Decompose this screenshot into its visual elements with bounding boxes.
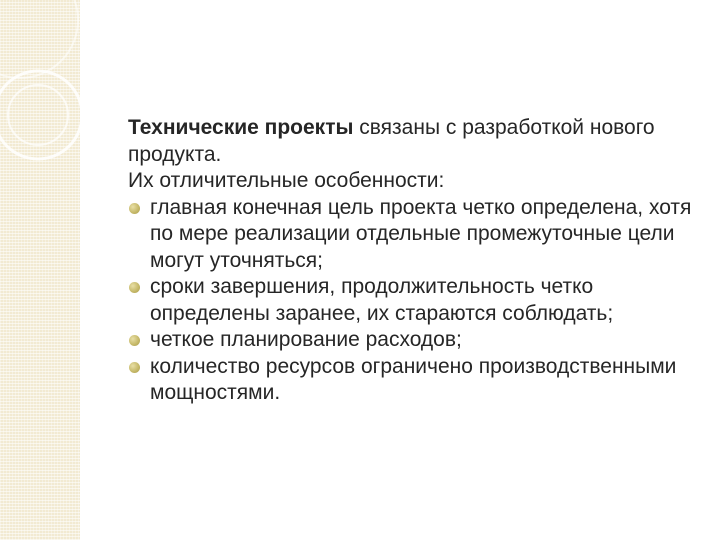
list-item — [128, 354, 698, 407]
features-heading: Их отличительные особенности: — [128, 169, 445, 192]
intro-bold-term: Технические проекты — [128, 116, 354, 139]
concentric-arcs-decoration — [0, 0, 80, 540]
list-item-text: сроки завершения, продолжительность четко определены заранее, их стараются соблюдать; — [150, 275, 614, 325]
gold-circle-bullet-icon — [129, 282, 140, 293]
list-item — [128, 274, 698, 327]
gold-circle-bullet-icon — [129, 362, 140, 373]
decorative-side-band — [0, 0, 80, 540]
gold-circle-bullet-icon — [129, 335, 140, 346]
intro-paragraph — [128, 115, 698, 168]
gold-circle-bullet-icon — [129, 203, 140, 214]
list-item — [128, 195, 698, 275]
list-item-text: главная конечная цель проекта четко определена, хотя по мере реализации отдельные промежуточные цели могут уточняться; — [150, 195, 692, 272]
slide-body — [128, 115, 698, 407]
list-item-text: количество ресурсов ограничено производственными мощностями. — [150, 354, 677, 404]
list-item-text: четкое планирование расходов; — [150, 328, 462, 351]
features-list — [128, 195, 698, 407]
list-item — [128, 327, 698, 354]
intro-text: связаны с разработкой нового продукта. — [128, 116, 655, 166]
